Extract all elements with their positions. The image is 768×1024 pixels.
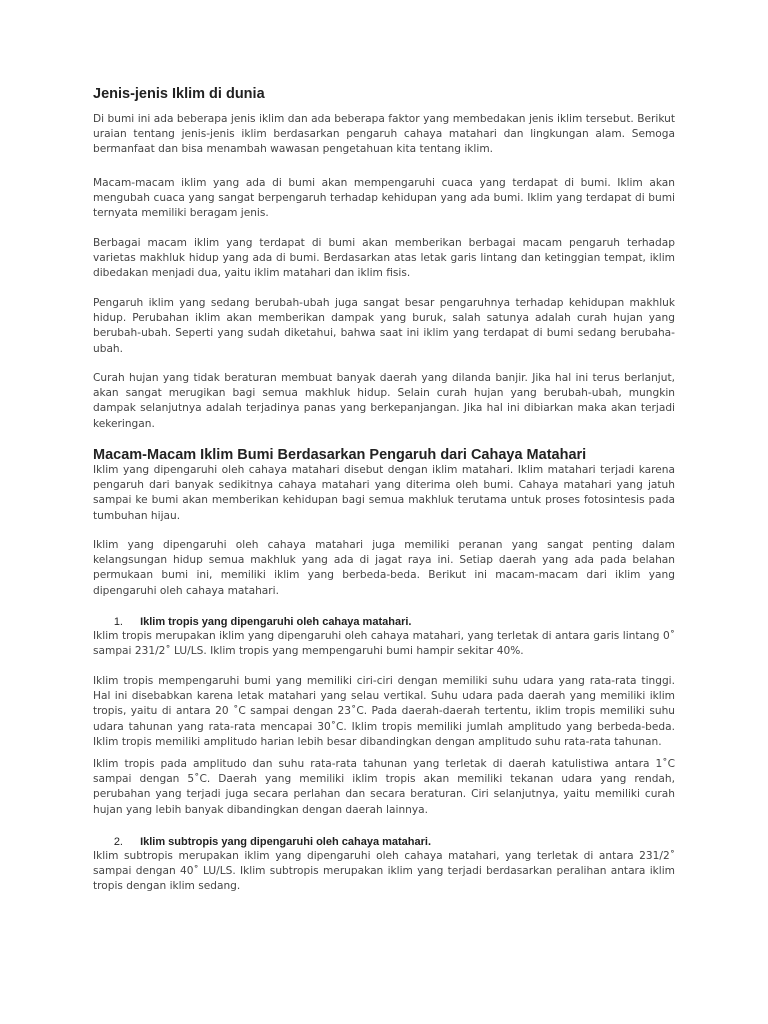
item-1-paragraph-2: Iklim tropis mempengaruhi bumi yang memiliki ciri-ciri dengan memiliki suhu udara yang rata-rata tinggi. Hal ini disebabkan karena letak matahari yang selau vertikal. Suhu udara pada daerah yang memiliki iklim tropis, yaitu di antara 20 ˚C sampai dengan 23˚C. Pada daerah-daerah tertentu, iklim tropis memiliki suhu udara tahunan yang rata-rata mencapai 30˚C. Iklim tropis memiliki jumlah amplitudo yang berbeda-beda. Iklim tropis memiliki amplitudo harian lebih besar dibandingkan dengan amplitudo suhu rata-rata tahunan. [93,675,675,748]
section-paragraph-1: Iklim yang dipengaruhi oleh cahaya matahari disebut dengan iklim matahari. Iklim matahari terjadi karena pengaruh dari banyak sedikitnya cahaya matahari yang diterima oleh bumi. Cahaya matahari yang jatuh sampai ke bumi akan memberikan kehidupan bagi semua makhluk terutama untuk proses fotosintesis pada tumbuhan hijau. [93,464,675,522]
page-title: Jenis-jenis Iklim di dunia [93,86,265,102]
list-item-number: 2. [113,836,123,848]
item-2-paragraph-1: Iklim subtropis merupakan iklim yang dipengaruhi oleh cahaya matahari, yang terletak di antara 231/2˚ sampai dengan 40˚ LU/LS. Iklim subtropis merupakan iklim yang terjadi berdasarkan peralihan antara iklim tropis dengan iklim sedang. [93,850,675,893]
intro-paragraph-5: Curah hujan yang tidak beraturan membuat banyak daerah yang dilanda banjir. Jika hal ini terus berlanjut, akan sangat merugikan bagi semua makhluk hidup. Selain curah hujan yang berubah-ubah, mungkin dampak selanjutnya adalah terjadinya panas yang berkepanjangan. Jika hal ini dibiarkan maka akan terjadi kekeringan. [93,372,675,430]
item-1-paragraph-1: Iklim tropis merupakan iklim yang dipengaruhi oleh cahaya matahari, yang terletak di antara garis lintang 0˚ sampai 231/2˚ LU/LS. Iklim tropis yang mempengaruhi bumi hampir sekitar 40%. [93,630,675,658]
intro-paragraph-1: Di bumi ini ada beberapa jenis iklim dan ada beberapa faktor yang membedakan jenis iklim tersebut. Berikut uraian tentang jenis-jenis iklim berdasarkan pengaruh cahaya matahari dan lingkungan alam. Semoga bermanfaat dan bisa menambah wawasan pengetahuan kita tentang iklim. [93,113,675,156]
item-1-paragraph-3: Iklim tropis pada amplitudo dan suhu rata-rata tahunan yang terletak di daerah katulistiwa antara 1˚C sampai dengan 5˚C. Daerah yang memiliki iklim tropis akan memiliki tekanan udara yang rendah, perubahan yang terjadi juga secara perlahan dan secara beraturan. Ciri selanjutnya, yaitu memiliki curah hujan yang lebih banyak dibandingkan dengan daerah lainnya. [93,758,675,816]
list-item-number: 1. [113,616,123,628]
section-heading: Macam-Macam Iklim Bumi Berdasarkan Pengaruh dari Cahaya Matahari [93,447,587,463]
intro-paragraph-3: Berbagai macam iklim yang terdapat di bumi akan memberikan berbagai macam pengaruh terhadap varietas makhluk hidup yang ada di bumi. Berdasarkan atas letak garis lintang dan ketinggian tempat, iklim dibedakan menjadi dua, yaitu iklim matahari dan iklim fisis. [93,237,675,280]
intro-paragraph-2: Macam-macam iklim yang ada di bumi akan mempengaruhi cuaca yang terdapat di bumi. Iklim akan mengubah cuaca yang sangat berpengaruh terhadap kehidupan yang ada bumi. Iklim yang terdapat di bumi ternyata memiliki beragam jenis. [93,177,675,220]
list-item-heading [93,616,411,628]
list-item-title: Iklim subtropis yang dipengaruhi oleh cahaya matahari. [140,836,432,848]
intro-paragraph-4: Pengaruh iklim yang sedang berubah-ubah juga sangat besar pengaruhnya terhadap kehidupan makhluk hidup. Perubahan iklim akan memberikan dampak yang buruk, salah satunya adalah curah hujan yang berubah-ubah. Seperti yang sudah diketahui, bahwa saat ini iklim yang terdapat di bumi sedang berubaha-ubah. [93,297,675,355]
section-paragraph-2: Iklim yang dipengaruhi oleh cahaya matahari juga memiliki peranan yang sangat penting dalam kelangsungan hidup semua makhluk yang ada di jagat raya ini. Setiap daerah yang ada pada belahan permukaan bumi ini, memiliki iklim yang berbeda-beda. Berikut ini macam-macam dari iklim yang dipengaruhi oleh cahaya matahari. [93,539,675,597]
list-item-title: Iklim tropis yang dipengaruhi oleh cahaya matahari. [140,616,412,628]
list-item-heading [93,836,431,848]
